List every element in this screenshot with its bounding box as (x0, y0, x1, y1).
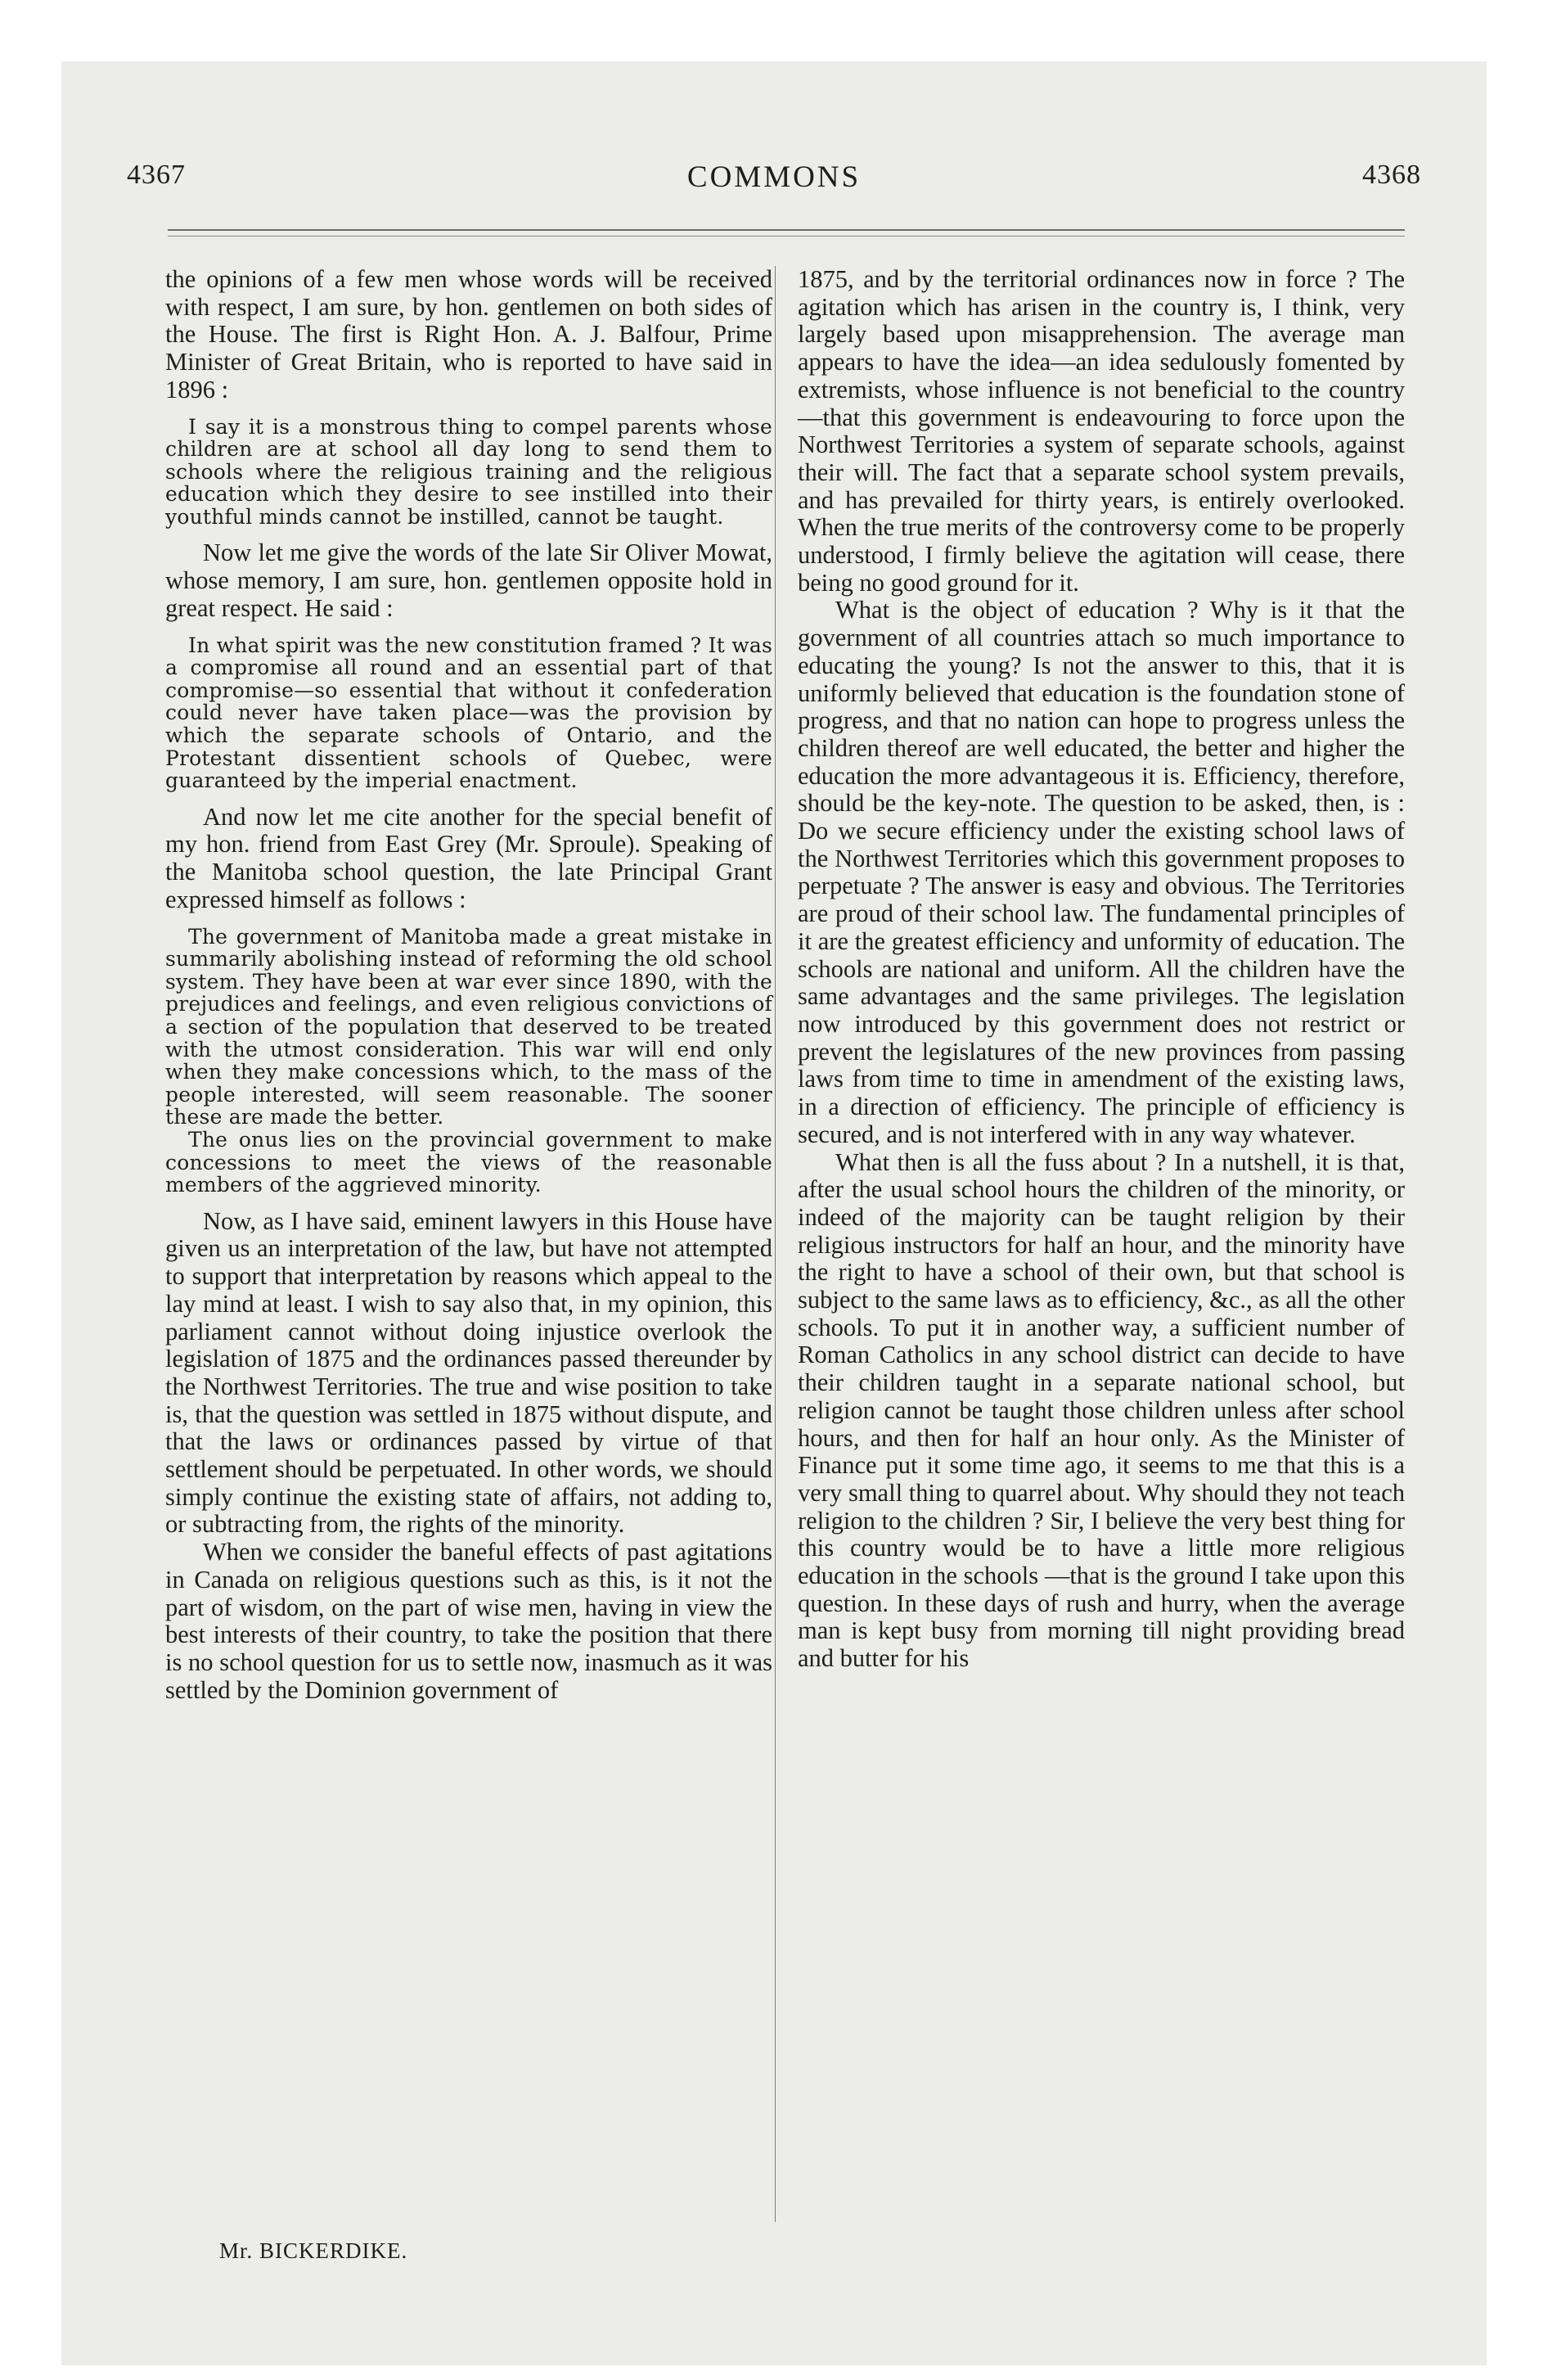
running-title: COMMONS (686, 160, 862, 194)
right-paragraph-3: What then is all the fuss about ? In a nutshell, it is that, after the usual school hours the children of the minority, or indeed of the majority can be taught religion by their religious instructors for half an hour, and the minority have the right to have a school of their own, but that school is subject to the same laws as to efficiency, &c., as all the other schools. To put it in another way, a sufficient number of Roman Catholics in any school district can decide to have their children taught in a separate national school, but religion cannot be taught those children unless after school hours, and then for half an hour only. As the Minister of Finance put it some time ago, it seems to me that this is a very small thing to quarrel about. Why should they not teach religion to the children ? Sir, I believe the very best thing for this country would be to have a little more religious education in the schools —that is the ground I take upon this question. In these days of rush and hurry, when the average man is kept busy from morning till night providing bread and butter for his (798, 1147, 1405, 1673)
left-paragraph-5: When we consider the baneful effects of past agitations in Canada on religious questions such as this, is it not the part of wisdom, on the part of wise men, having in view the best interests of their country, to take the position that there is no school question for us to settle now, inasmuch as it was settled by the Dominion government of (165, 1538, 772, 1704)
column-divider (775, 266, 776, 2222)
left-paragraph-1: the opinions of a few men whose words will be received with respect, I am sure, by hon. gentlemen on both sides of the House. The first is Right Hon. A. J. Balfour, Prime Minister of Great Britain, who is reported to have said in 1896 : (165, 265, 772, 403)
left-paragraph-2: Now let me give the words of the late Sir Oliver Mowat, whose memory, I am sure, hon. gentlemen opposite hold in great respect. He said : (165, 539, 772, 622)
left-paragraph-4: Now, as I have said, eminent lawyers in this House have given us an interpretation of the law, but have not attempted to support that interpretation by reasons which appeal to the lay mind at least. I wish to say also that, in my opinion, this parliament cannot without doing injustice overlook the legislation of 1875 and the ordinances passed thereunder by the Northwest Territories. The true and wise position to take is, that the question was settled in 1875 without dispute, and that the laws or ordinances passed by virtue of that settlement should be perpetuated. In other words, we should simply continue the existing state of affairs, not adding to, or subtracting from, the rights of the minority. (165, 1206, 772, 1539)
page-header (61, 61, 1487, 241)
page-number-left: 4367 (127, 160, 186, 190)
quote-grant (165, 926, 772, 1197)
left-column (165, 266, 772, 1704)
right-paragraph-1: 1875, and by the territorial ordinances now in force ? The agitation which has arisen in the country is, I think, very largely based upon misapprehension. The average man appears to have the idea—an idea sedulously fomented by extremists, whose influence is not beneficial to the country—that this government is endeavouring to force upon the Northwest Territories a system of separate schools, against their will. The fact that a separate school system prevails, and has prevailed for thirty years, is entirely overlooked. When the true merits of the controversy come to be properly understood, I firmly believe the agitation will cease, there being no good ground for it. (798, 265, 1405, 597)
left-paragraph-3: And now let me cite another for the special benefit of my hon. friend from East Grey (Mr. Sproule). Speaking of the Manitoba school question, the late Principal Grant expressed himself as follows : (165, 802, 772, 913)
quote-grant-part-2: The onus lies on the provincial government to make concessions to meet the views of the reasonable members of the aggrieved minority. (165, 1127, 772, 1197)
right-column (798, 266, 1405, 1673)
speaker-name: Mr. BICKERDIKE. (219, 2238, 408, 2263)
header-rule-thin (168, 236, 1405, 237)
header-rule (168, 229, 1405, 231)
right-paragraph-2: What is the object of education ? Why is it that the government of all countries attach so much importance to educating the young? Is not the answer to this, that it is uniformly believed that education is the foundation stone of progress, and that no nation can hope to progress unless the children thereof are well educated, the better and higher the education the more advantageous it is. Efficiency, therefore, should be the key-note. The question to be asked, then, is : Do we secure efficiency under the existing school laws of the Northwest Territories which this government proposes to perpetuate ? The answer is easy and obvious. The Territories are proud of their school law. The fundamental principles of it are the greatest efficiency and unformity of education. The schools are national and uniform. All the children have the same advantages and the same privileges. The legislation now introduced by this government does not restrict or prevent the legislatures of the new provinces from passing laws from time to time in amendment of the existing laws, in a direction of efficiency. The principle of efficiency is secured, and is not interfered with in any way whatever. (798, 596, 1405, 1148)
quote-grant-part-1: The government of Manitoba made a great mistake in summarily abolishing instead of reforming the old school system. They have been at war ever since 1890, with the prejudices and feelings, and even religious convictions of a section of the population that deserved to be treated with the utmost consideration. This war will end only when they make concessions which, to the mass of the people interested, will seem reasonable. The sooner these are made the better. (165, 924, 772, 1129)
quote-balfour: I say it is a monstrous thing to compel parents whose children are at school all day long to send them to schools where the religious training and the religious education which they desire to see instilled into their youthful minds cannot be instilled, cannot be taught. (165, 414, 772, 529)
quote-mowat: In what spirit was the new constitution framed ? It was a compromise all round and an essential part of that compromise—so essential that without it confederation could never have taken place—was the provision by which the separate schools of Ontario, and the Protestant dissentient schools of Quebec, were guaranteed by the imperial enactment. (165, 633, 772, 793)
page-number-right: 4368 (1362, 160, 1421, 190)
